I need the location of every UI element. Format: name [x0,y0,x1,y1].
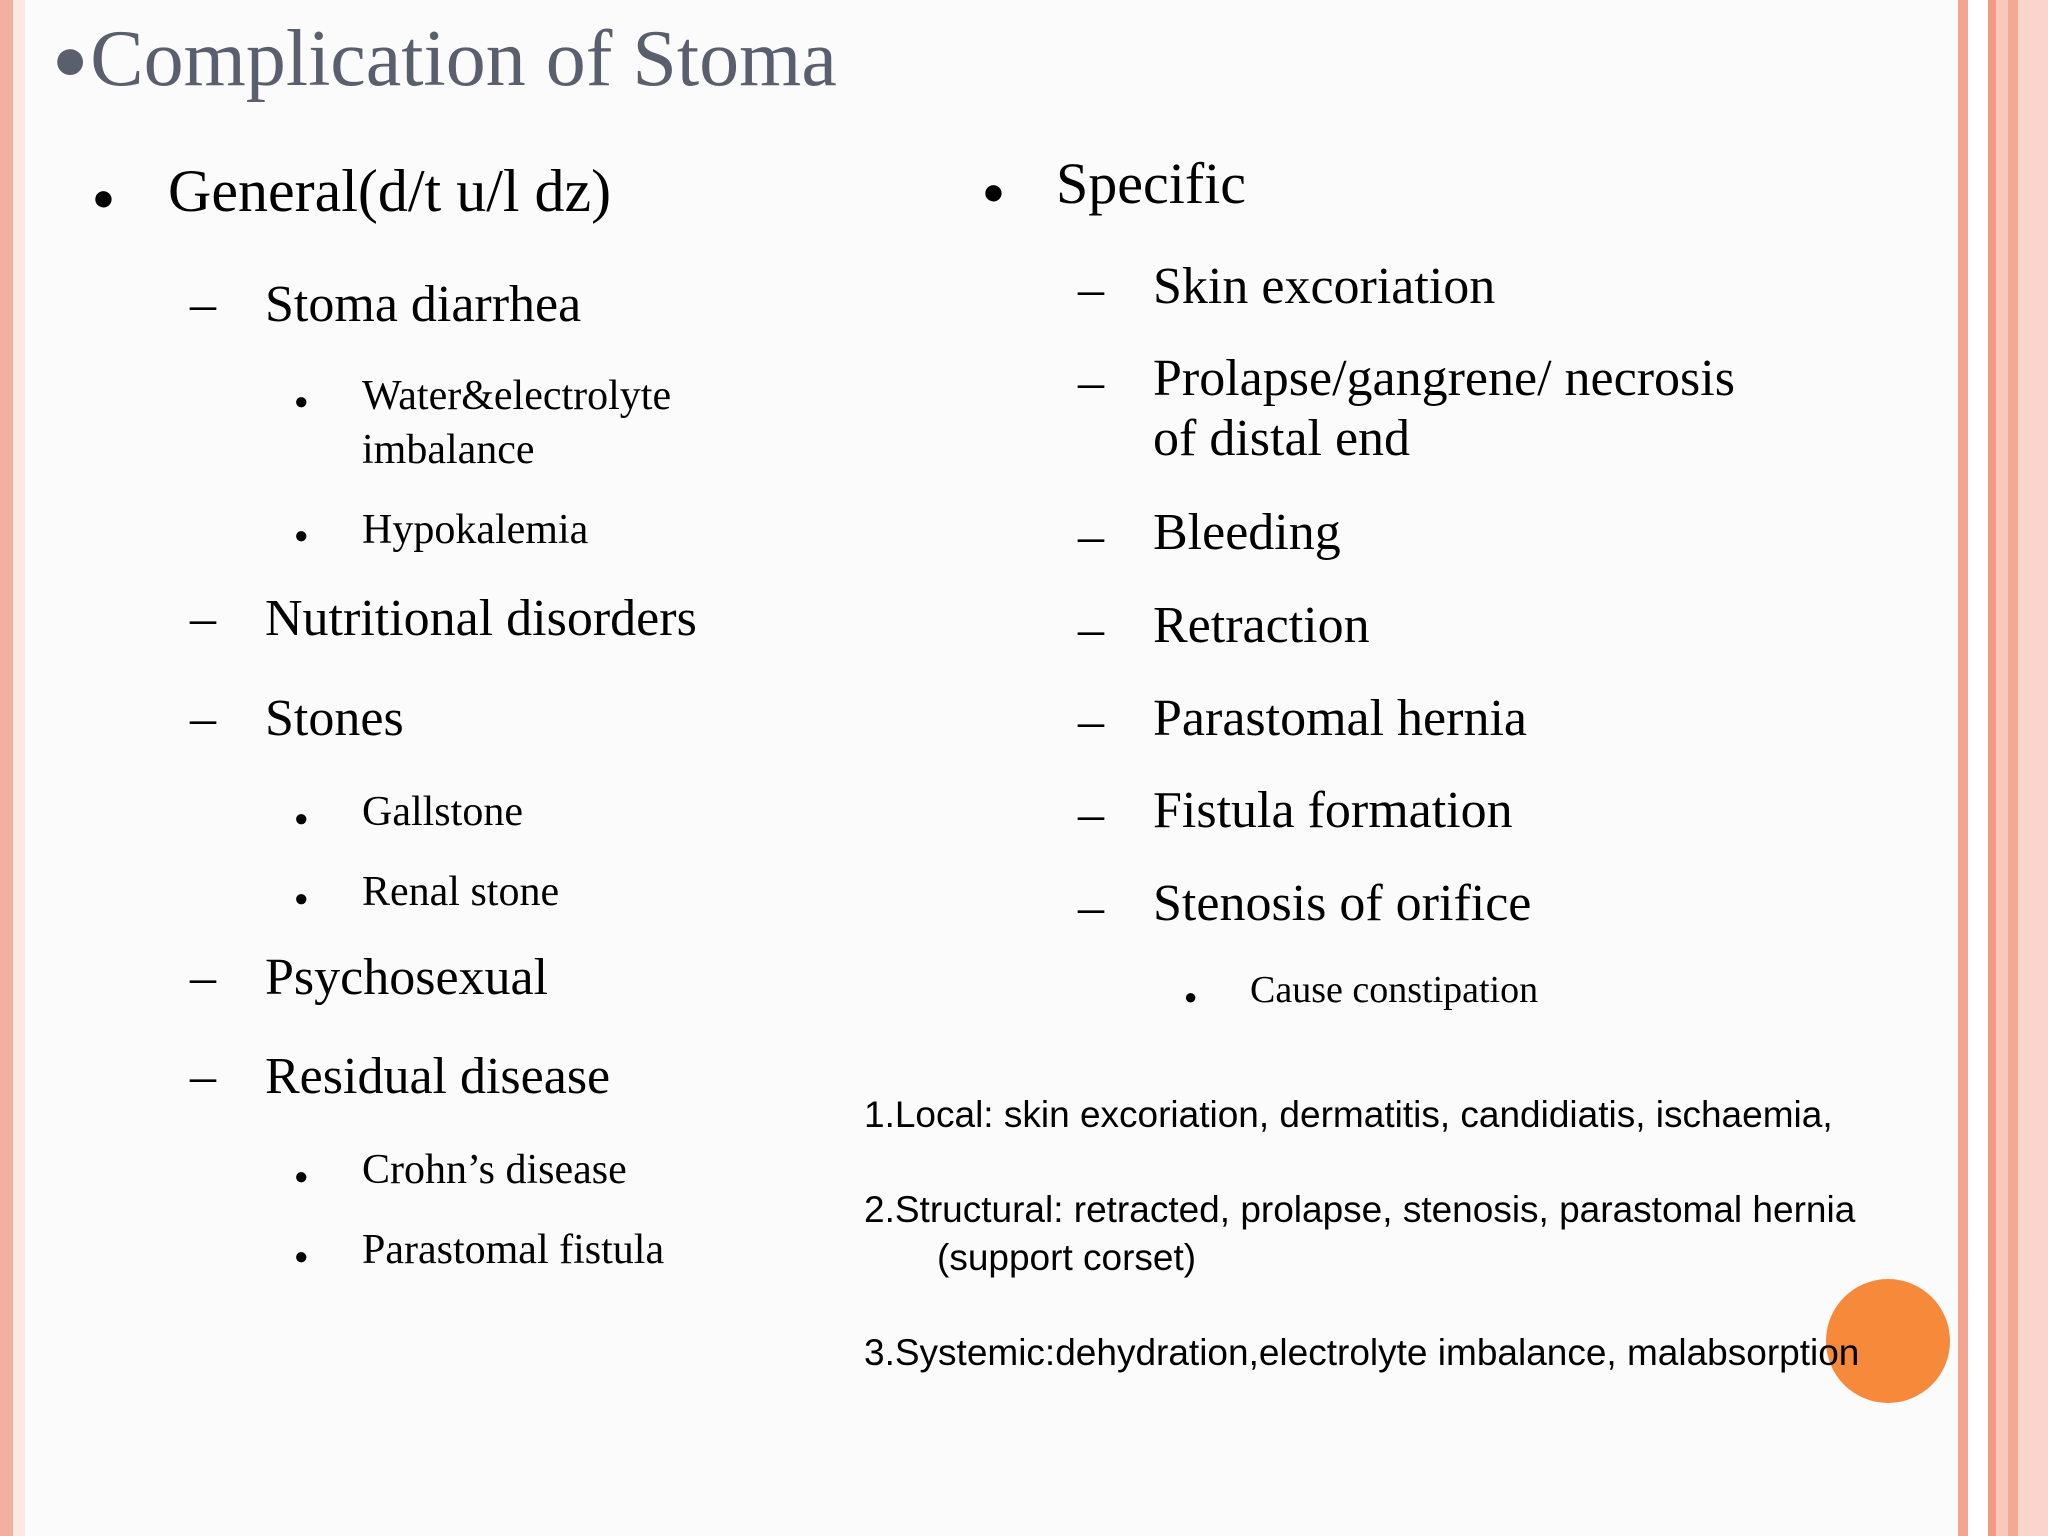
item-residual-disease: Residual disease [265,1048,611,1105]
item-fistula-formation: Fistula formation [1153,782,1513,839]
frame-stripe-right [2008,0,2018,1536]
note-systemic: 3.Systemic:dehydration,electrolyte imbalance, malabsorption [864,1332,1860,1373]
title-bullet: ● [52,26,89,92]
slide-title-text: Complication of Stoma [90,15,837,103]
sub-item-water-electrolyte: Water&electrolyte [362,373,672,419]
dash-marker: – [1078,879,1104,936]
sub-bullet-marker: ● [1184,984,1198,1009]
item-skin-excoriation: Skin excoriation [1153,258,1496,315]
dash-marker: – [190,1048,216,1105]
dash-marker: – [1078,693,1104,750]
sub-bullet-marker: ● [294,1164,309,1190]
sub-item-imbalance: imbalance [362,427,535,473]
specific-heading: Specific [1056,151,1247,216]
dash-marker: – [190,276,216,333]
sub-bullet-marker: ● [294,1244,309,1270]
slide-background [25,0,1958,1536]
item-psychosexual: Psychosexual [265,949,549,1006]
dash-marker: – [1078,261,1104,318]
note-local: 1.Local: skin excoriation, dermatitis, candidiatis, ischaemia, [864,1094,1833,1135]
dash-marker: – [1078,786,1104,843]
sub-bullet-marker: ● [294,806,309,832]
item-stones: Stones [265,690,404,747]
item-stoma-diarrhea: Stoma diarrhea [265,276,582,333]
sub-item-gallstone: Gallstone [362,789,523,835]
dash-marker: – [1078,508,1104,565]
frame-stripe-left-inner [13,0,25,1536]
note-structural: 2.Structural: retracted, prolapse, stenosis, parastomal hernia [864,1189,1856,1230]
frame-stripe-gap [1968,0,1988,1536]
sub-item-renal-stone: Renal stone [362,869,560,915]
item-stenosis-of-orifice: Stenosis of orifice [1153,875,1532,932]
sub-item-hypokalemia: Hypokalemia [362,507,589,553]
bullet-marker: ● [92,177,115,219]
sub-bullet-marker: ● [294,523,309,549]
dash-marker: – [1078,354,1104,411]
item-prolapse: Prolapse/gangrene/ necrosis [1153,350,1735,407]
bullet-marker: ● [982,171,1005,213]
general-heading: General(d/t u/l dz) [168,158,612,224]
frame-stripe-right [1958,0,1968,1536]
item-nutritional-disorders: Nutritional disorders [265,590,697,647]
dash-marker: – [190,949,216,1006]
sub-item-crohns-disease: Crohn’s disease [362,1147,627,1193]
note-structural-cont: (support corset) [937,1237,1197,1278]
sub-item-cause-constipation: Cause constipation [1250,969,1539,1011]
dash-marker: – [190,590,216,647]
dash-marker: – [190,690,216,747]
frame-stripe-right [1988,0,1996,1536]
sub-item-parastomal-fistula: Parastomal fistula [362,1227,665,1273]
item-retraction: Retraction [1153,597,1370,654]
item-parastomal-hernia: Parastomal hernia [1153,690,1527,747]
frame-stripe-right [2018,0,2048,1536]
frame-stripe-left [0,0,13,1536]
sub-bullet-marker: ● [294,389,309,415]
sub-bullet-marker: ● [294,886,309,912]
item-prolapse-cont: of distal end [1153,410,1411,467]
frame-stripe-right [1996,0,2008,1536]
slide-title [52,14,837,105]
item-bleeding: Bleeding [1153,504,1341,561]
dash-marker: – [1078,601,1104,658]
